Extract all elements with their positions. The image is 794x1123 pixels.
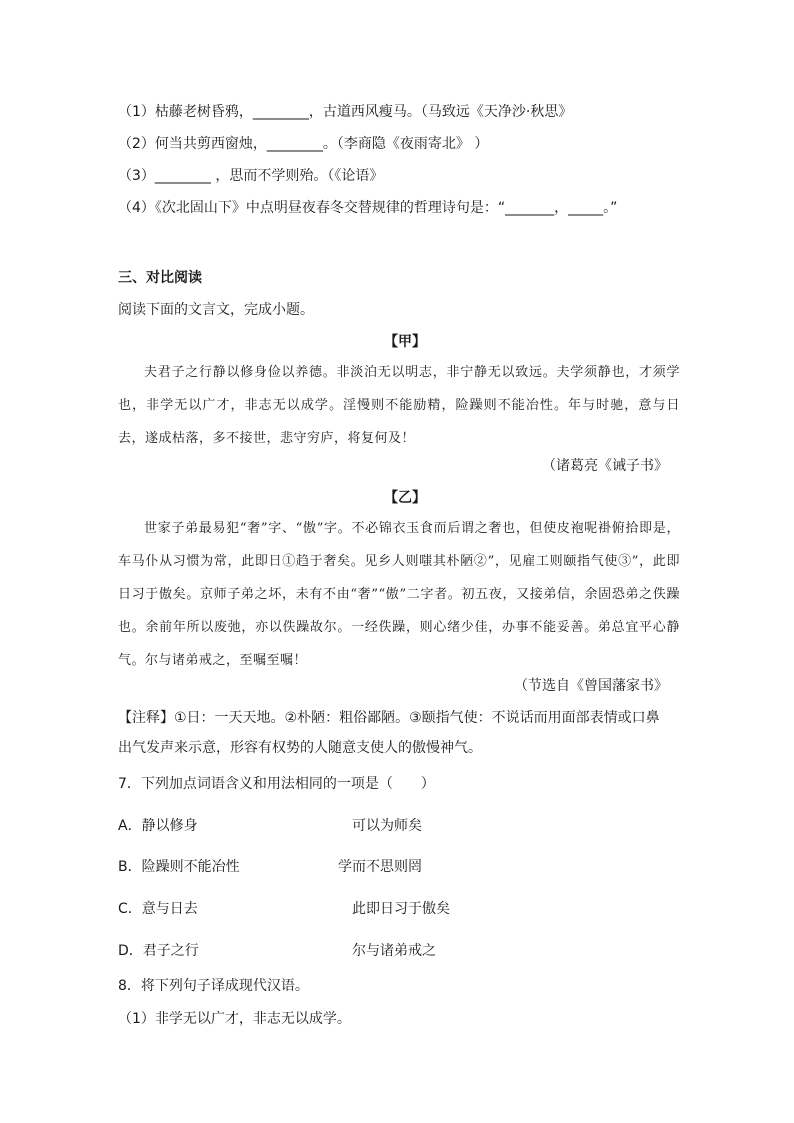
fill-blank-line-4: （4）《次北固山下》中点明昼夜春冬交替规律的哲理诗句是：“_______，_____。” bbox=[118, 200, 618, 216]
section-title: 三、对比阅读 bbox=[118, 270, 202, 286]
q7-option-a-left: A．静以修身 bbox=[118, 818, 198, 834]
q7-option-d-right: 尔与诸弟戒之 bbox=[352, 943, 436, 959]
note-line-1: 【注释】①日：一天天地。②朴陋：粗俗鄙陋。③颐指气使：不说话而用面部表情或口鼻 bbox=[118, 710, 660, 726]
q7-option-d-left: D．君子之行 bbox=[118, 943, 199, 959]
note-line-2: 出气发声来示意，形容有权势的人随意支使人的傲慢神气。 bbox=[118, 740, 482, 756]
question-8-stem: 8．将下列句子译成现代汉语。 bbox=[118, 978, 309, 994]
passage-yi-source: （节选自《曾国藩家书》 bbox=[514, 678, 668, 694]
fill-blank-line-1: （1）枯藤老树昏鸦，________，古道西风瘦马。（马致远《天净沙·秋思》 bbox=[118, 104, 573, 120]
question-8-sub-1: （1）非学无以广才，非志无以成学。 bbox=[118, 1011, 351, 1027]
passage-jia-text: 夫君子之行静以修身俭以养德。非淡泊无以明志，非宁静无以致远。夫学须静也，才须学也，非学无以广才，非志无以成学。淫慢则不能励精，险躁则不能冶性。年与时驰，意与日去，遂成枯落，多不接世，悲守穷庐，将复何及！ bbox=[118, 365, 680, 446]
passage-jia-source: （诸葛亮《诫子书》 bbox=[542, 458, 668, 474]
fill-blank-line-2: （2）何当共剪西窗烛，________。（李商隐《夜雨寄北》 ） bbox=[118, 136, 489, 152]
q7-option-a-right: 可以为师矣 bbox=[352, 818, 422, 834]
q7-option-c-right: 此即日习于傲矣 bbox=[352, 901, 450, 917]
question-7-stem: 7．下列加点词语含义和用法相同的一项是（ ） bbox=[118, 776, 435, 792]
q7-option-c-left: C．意与日去 bbox=[118, 901, 198, 917]
passage-yi-label: 【乙】 bbox=[384, 490, 426, 506]
section-instruction: 阅读下面的文言文，完成小题。 bbox=[118, 302, 314, 318]
q7-option-b-left: B．险躁则不能冶性 bbox=[118, 859, 240, 875]
passage-jia-label: 【甲】 bbox=[384, 334, 426, 350]
q7-option-b-right: 学而不思则罔 bbox=[338, 859, 422, 875]
passage-yi-text: 世家子弟最易犯“奢”字、“傲”字。不必锦衣玉食而后谓之奢也，但使皮袍呢褂俯拾即是，车马仆从习惯为常，此即日①趋于奢矣。见乡人则嗤其朴陋②”，见雇工则颐指气使③”，此即日习于傲矣。京师子弟之坏，未有不由“奢”“傲”二字者。初五夜，又接弟信，余固恐弟之佚躁也。余前年所以废弛，亦以佚躁故尔。一经佚躁，则心绪少佳，办事不能妥善。弟总宜平心静气。尔与诸弟戒之，至嘱至嘱！ bbox=[118, 521, 680, 668]
fill-blank-line-3: （3）________ ，思而不学则殆。（《论语》 bbox=[118, 168, 384, 184]
